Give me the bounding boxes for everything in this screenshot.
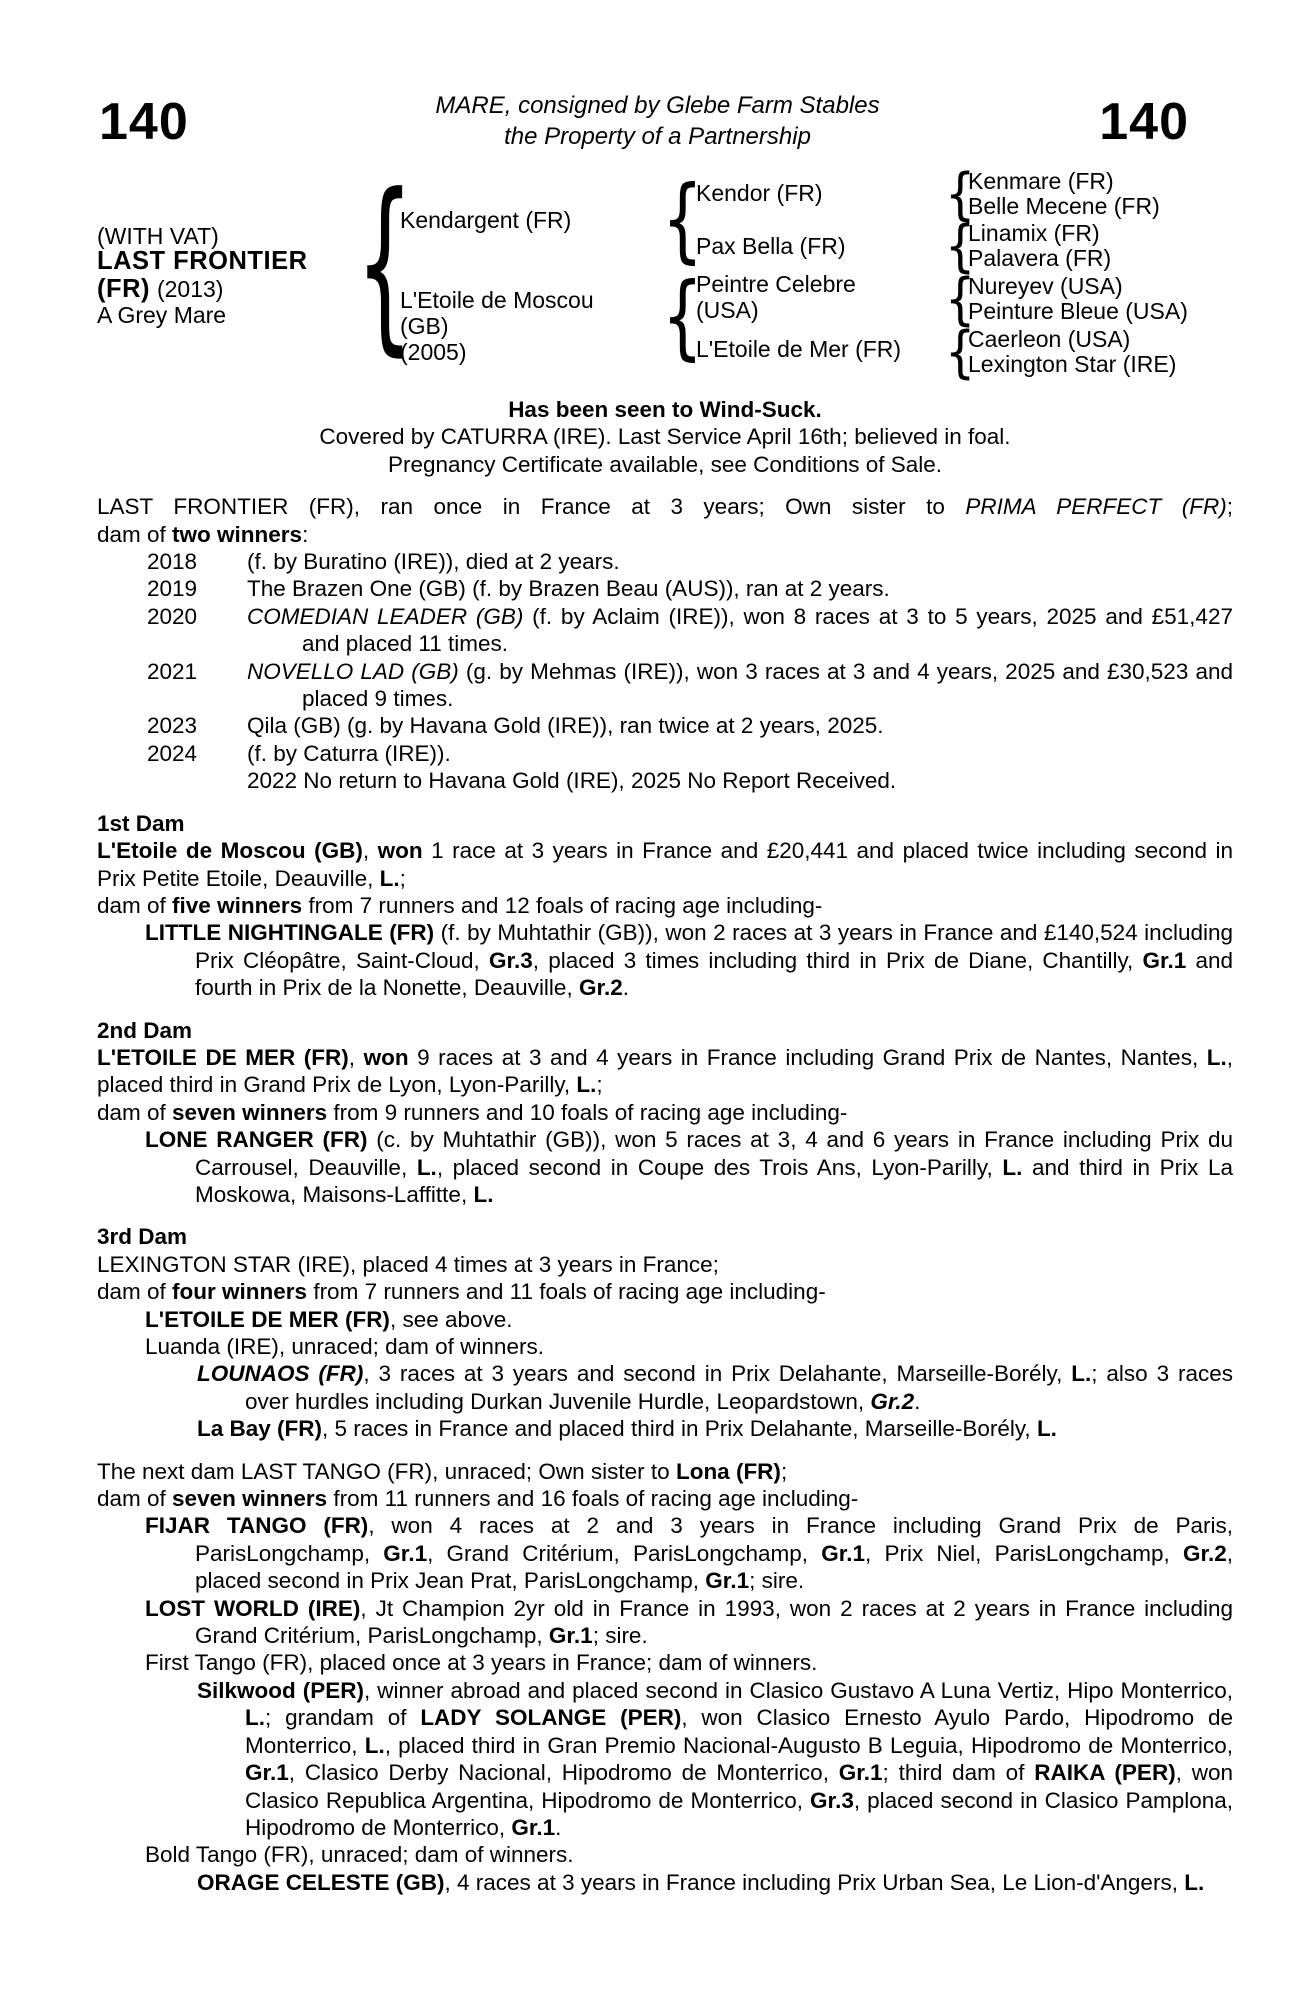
text-segment: , placed second in Coupe des Trois Ans, Lyon-Parilly, <box>436 1154 1003 1180</box>
dam3-paragraph <box>97 1251 1233 1278</box>
text-segment: , won 4 races at 2 and 3 years in France including Grand Prix de Paris, ParisLongchamp, <box>195 1513 1234 1566</box>
covered-note <box>97 423 1233 450</box>
text-segment: Gr.1 <box>511 1814 556 1840</box>
catalogue-body <box>97 396 1233 1896</box>
text-segment: Covered by CATURRA (IRE). Last Service April 16th; believed in foal. <box>319 424 1011 450</box>
text-segment: Gr.3 <box>488 947 533 973</box>
dam-of-line <box>97 521 1233 548</box>
text-segment: 1 race at 3 years in France and £20,441 and placed twice including second in Prix Petite Etoile, Deauville, <box>97 838 1233 891</box>
entry-letoile-de-mer <box>97 1306 1233 1333</box>
foal-year: 2020 <box>147 603 198 629</box>
text-segment: 2nd Dam <box>97 1017 193 1043</box>
text-segment: Gr.1 <box>1142 947 1187 973</box>
text-segment: , 5 races in France and placed third in Prix Delahante, Marseille-Borély, <box>322 1416 1037 1442</box>
text-segment: L. <box>416 1154 437 1180</box>
pedigree-sire-sire: Kendor (FR) <box>696 180 823 206</box>
text-segment: Gr.1 <box>548 1623 593 1649</box>
text-segment: L'ETOILE DE MER (FR) <box>97 1044 349 1070</box>
next-dam-paragraph <box>97 1458 1233 1485</box>
entry-orage-celeste <box>97 1869 1233 1896</box>
foal-year: 2021 <box>147 658 198 684</box>
text-segment: Pregnancy Certificate available, see Conditions of Sale. <box>387 451 943 477</box>
text-segment: , 4 races at 3 years in France including Prix Urban Sea, Le Lion-d'Angers, <box>444 1869 1185 1895</box>
pedigree-ggp: Belle Mecene (FR) <box>968 193 1160 219</box>
text-segment: Silkwood (PER) <box>197 1677 365 1703</box>
text-segment: , <box>348 1044 364 1070</box>
dam3-heading <box>97 1223 1233 1250</box>
text-segment: 1st Dam <box>97 810 185 836</box>
text-segment: 9 races at 3 and 4 years in France including Grand Prix de Nantes, Nantes, <box>408 1044 1207 1070</box>
text-segment: ; <box>780 1458 788 1484</box>
text-segment: : <box>302 521 309 547</box>
text-segment: and fourth in Prix de la Nonette, Deauville, <box>195 947 1233 1001</box>
text-segment: , placed 3 times including third in Prix de Diane, Chantilly, <box>532 947 1143 973</box>
vat-note: (WITH VAT) <box>97 223 219 249</box>
produce-row <box>97 575 1233 602</box>
text-segment: L. <box>473 1181 494 1207</box>
text-segment: Gr.1 <box>821 1540 866 1566</box>
text-segment: The Brazen One (GB) (f. by Brazen Beau (AUS)), ran at 2 years. <box>247 576 890 602</box>
subject-colour: A Grey Mare <box>97 302 227 328</box>
text-segment: LEXINGTON STAR (IRE), placed 4 times at 3 years in France; <box>97 1251 719 1277</box>
text-segment: , 3 races at 3 years and second in Prix Delahante, Marseille-Borély, <box>363 1361 1072 1387</box>
text-segment: L. <box>1206 1044 1227 1070</box>
lot-number-right: 140 <box>1099 93 1189 151</box>
text-segment: The next dam LAST TANGO (FR), unraced; Own sister to <box>97 1458 676 1484</box>
produce-row <box>97 548 1233 575</box>
text-segment: L. <box>1071 1361 1092 1387</box>
foal-year: 2024 <box>147 740 198 766</box>
entry-lounaos <box>97 1360 1233 1415</box>
text-segment: ; <box>1226 494 1233 520</box>
text-segment: Qila (GB) (g. by Havana Gold (IRE)), ran twice at 2 years, 2025. <box>247 713 884 739</box>
pedigree-sire: Kendargent (FR) <box>400 207 572 233</box>
text-segment: L. <box>245 1705 265 1731</box>
entry-bold-tango <box>97 1841 1233 1868</box>
text-segment: L. <box>1184 1869 1205 1895</box>
pedigree-dam-sire: Peintre Celebre <box>696 271 856 297</box>
text-segment: La Bay (FR) <box>197 1416 323 1442</box>
text-segment: LAST FRONTIER (FR), ran once in France at 3 years; Own sister to <box>97 494 966 520</box>
pedigree-dam-suffix: (GB) <box>400 313 449 339</box>
dam1-produce-line <box>97 892 1233 919</box>
text-segment: (f. by Aclaim (IRE)), won 8 races at 3 to 5 years, 2025 and £51,427 and placed 11 times. <box>302 603 1233 657</box>
text-segment: L'Etoile de Moscou (GB) <box>97 838 363 864</box>
produce-row <box>97 603 1233 658</box>
produce-row <box>97 658 1233 713</box>
dam3-produce-line <box>97 1278 1233 1305</box>
text-segment: , see above. <box>389 1306 513 1332</box>
produce-row <box>97 740 1233 767</box>
text-segment: , Grand Critérium, ParisLongchamp, <box>427 1540 822 1566</box>
pedigree-ggp: Lexington Star (IRE) <box>968 351 1177 377</box>
entry-lone-ranger <box>97 1126 1233 1208</box>
text-segment: dam of <box>97 1279 173 1305</box>
text-segment: L. <box>364 1732 385 1758</box>
text-segment: LOST WORLD (IRE) <box>145 1595 361 1621</box>
dam2-paragraph <box>97 1044 1233 1099</box>
pedigree-ggp: Nureyev (USA) <box>968 273 1123 299</box>
text-segment: from 7 runners and 12 foals of racing age including- <box>302 892 823 918</box>
text-segment: Lona (FR) <box>675 1458 781 1484</box>
foal-year: 2018 <box>147 549 198 575</box>
pedigree-dam-year: (2005) <box>400 339 467 365</box>
text-segment: seven winners <box>172 1486 328 1512</box>
text-segment: LONE RANGER (FR) <box>145 1127 368 1153</box>
dam2-produce-line <box>97 1099 1233 1126</box>
text-segment: Gr.2 <box>870 1388 915 1414</box>
dam1-paragraph <box>97 837 1233 892</box>
lot-number-left: 140 <box>99 93 189 151</box>
property-line: the Property of a Partnership <box>504 123 811 150</box>
text-segment: won <box>363 1044 409 1070</box>
entry-fijar-tango <box>97 1512 1233 1594</box>
text-segment: Gr.2 <box>578 975 623 1001</box>
next-dam-produce-line <box>97 1485 1233 1512</box>
text-segment: two winners <box>172 521 303 547</box>
text-segment: (c. by Muhtathir (GB)), won 5 races at 3, 4 and 6 years in France including Prix du Carrousel, Deauville, <box>195 1127 1233 1180</box>
entry-little-nightingale <box>97 919 1233 1001</box>
pedigree-ggp: Caerleon (USA) <box>968 326 1131 352</box>
text-segment: from 9 runners and 10 foals of racing age including- <box>327 1099 848 1125</box>
text-segment: First Tango (FR), placed once at 3 years in France; dam of winners. <box>145 1650 818 1676</box>
text-segment: ; sire. <box>749 1568 805 1594</box>
text-segment: LITTLE NIGHTINGALE (FR) <box>145 920 435 946</box>
text-segment: , placed second in Clasico Pamplona, Hipodromo de Monterrico, <box>245 1787 1234 1840</box>
entry-la-bay <box>97 1415 1233 1442</box>
text-segment: , <box>362 838 378 864</box>
text-segment: Gr.1 <box>245 1760 289 1786</box>
text-segment: won <box>377 838 423 864</box>
text-segment: 3rd Dam <box>97 1224 188 1250</box>
produce-note-row <box>97 767 1233 794</box>
entry-lost-world <box>97 1595 1233 1650</box>
text-segment: ; also 3 races over hurdles including Durkan Juvenile Hurdle, Leopardstown, <box>245 1361 1233 1414</box>
produce-row <box>97 712 1233 739</box>
text-segment: L. <box>1002 1154 1023 1180</box>
text-segment: (g. by Mehmas (IRE)), won 3 races at 3 and 4 years, 2025 and £30,523 and placed 9 times. <box>302 658 1233 712</box>
entry-luanda <box>97 1333 1233 1360</box>
subject-suffix: (FR) <box>97 275 150 303</box>
text-segment: Luanda (IRE), unraced; dam of winners. <box>145 1334 544 1359</box>
text-segment: 2022 No return to Havana Gold (IRE), 2025 No Report Received. <box>247 768 897 794</box>
pedigree-dam-sire-suffix: (USA) <box>696 297 759 323</box>
text-segment: four winners <box>172 1279 308 1305</box>
text-segment: , won Clasico Republica Argentina, Hipodromo de Monterrico, <box>245 1760 1234 1813</box>
pedigree-ggp: Kenmare (FR) <box>968 168 1114 194</box>
text-segment: . <box>914 1388 921 1414</box>
pregnancy-note <box>97 451 1233 478</box>
text-segment: five winners <box>172 892 303 918</box>
text-segment: from 7 runners and 11 foals of racing age including- <box>307 1279 826 1305</box>
dam2-heading <box>97 1017 1233 1044</box>
pedigree-ggp: Peinture Bleue (USA) <box>968 298 1188 324</box>
text-segment: (f. by Muhtathir (GB)), won 2 races at 3 years in France and £140,524 including Prix Cléopâtre, Saint-Cloud, <box>195 920 1233 973</box>
wind-suck-note <box>97 396 1233 423</box>
text-segment: , won Clasico Ernesto Ayulo Pardo, Hipodromo de Monterrico, <box>245 1705 1233 1758</box>
subject-name: LAST FRONTIER <box>97 247 308 275</box>
text-segment: , Prix Niel, ParisLongchamp, <box>865 1540 1183 1566</box>
foal-year: 2023 <box>147 713 198 739</box>
pedigree-ggp: Linamix (FR) <box>968 220 1100 246</box>
dam1-heading <box>97 810 1233 837</box>
text-segment: L'ETOILE DE MER (FR) <box>145 1306 390 1332</box>
text-segment: ORAGE CELESTE (GB) <box>197 1869 445 1895</box>
text-segment: . <box>555 1814 562 1840</box>
text-segment: dam of <box>97 1486 173 1512</box>
entry-silkwood <box>97 1677 1233 1841</box>
text-segment: PRIMA PERFECT (FR) <box>965 494 1227 520</box>
text-segment: LOUNAOS (FR) <box>197 1361 364 1387</box>
text-segment: Gr.2 <box>1182 1540 1227 1566</box>
text-segment: NOVELLO LAD (GB) <box>247 658 459 684</box>
text-segment: FIJAR TANGO (FR) <box>145 1513 369 1539</box>
text-segment: , Jt Champion 2yr old in France in 1993, won 2 races at 2 years in France including Grand Critérium, ParisLongchamp, <box>195 1595 1233 1649</box>
text-segment: RAIKA (PER) <box>1034 1760 1176 1786</box>
text-segment: L. <box>379 865 400 891</box>
pedigree-ggp: Palavera (FR) <box>968 245 1112 271</box>
text-segment: , placed third in Gran Premio Nacional-Augusto B Leguia, Hipodromo de Monterrico, <box>384 1732 1233 1758</box>
text-segment: (f. by Buratino (IRE)), died at 2 years. <box>247 549 620 575</box>
entry-first-tango <box>97 1649 1233 1676</box>
text-segment: LADY SOLANGE (PER) <box>420 1705 682 1731</box>
text-segment: , Clasico Derby Nacional, Hipodromo de Monterrico, <box>288 1760 839 1786</box>
text-segment: ; <box>399 865 406 891</box>
text-segment: dam of <box>97 1099 173 1125</box>
text-segment: , placed third in Grand Prix de Lyon, Lyon-Parilly, <box>97 1044 1233 1098</box>
text-segment: ; <box>596 1072 603 1098</box>
text-segment: ; sire. <box>592 1623 648 1649</box>
text-segment: , placed second in Prix Jean Prat, ParisLongchamp, <box>195 1540 1233 1594</box>
text-segment: Gr.1 <box>705 1568 750 1594</box>
text-segment: from 11 runners and 16 foals of racing age including- <box>327 1486 859 1512</box>
pedigree-sire-dam: Pax Bella (FR) <box>696 233 846 259</box>
text-segment: L. <box>576 1072 597 1098</box>
subject-foaling-year: (2013) <box>156 276 224 302</box>
text-segment: Has been seen to Wind-Suck. <box>508 397 822 422</box>
text-segment: ; third dam of <box>882 1760 1035 1786</box>
consignor-line: MARE, consigned by Glebe Farm Stables <box>435 92 880 119</box>
foal-year: 2019 <box>147 576 198 602</box>
text-segment: Bold Tango (FR), unraced; dam of winners. <box>145 1842 574 1868</box>
text-segment: COMEDIAN LEADER (GB) <box>247 603 524 629</box>
text-segment: and third in Prix La Moskowa, Maisons-Laffitte, <box>195 1154 1233 1207</box>
pedigree-dam: L'Etoile de Moscou <box>400 287 594 313</box>
text-segment: seven winners <box>172 1099 328 1125</box>
text-segment: Gr.1 <box>838 1760 883 1786</box>
pedigree-dam-dam: L'Etoile de Mer (FR) <box>696 336 902 362</box>
text-segment: L. <box>1036 1416 1057 1442</box>
subject-suffix-year <box>97 276 223 302</box>
text-segment: , winner abroad and placed second in Clasico Gustavo A Luna Vertiz, Hipo Monterrico, <box>364 1677 1233 1703</box>
race-record-paragraph <box>97 493 1233 520</box>
text-segment: dam of <box>97 521 173 547</box>
text-segment: Gr.3 <box>810 1787 854 1813</box>
text-segment: Gr.1 <box>383 1540 428 1566</box>
text-segment: . <box>622 975 629 1001</box>
text-segment: dam of <box>97 892 173 918</box>
text-segment: ; grandam of <box>265 1705 421 1731</box>
text-segment: (f. by Caturra (IRE)). <box>247 740 451 766</box>
